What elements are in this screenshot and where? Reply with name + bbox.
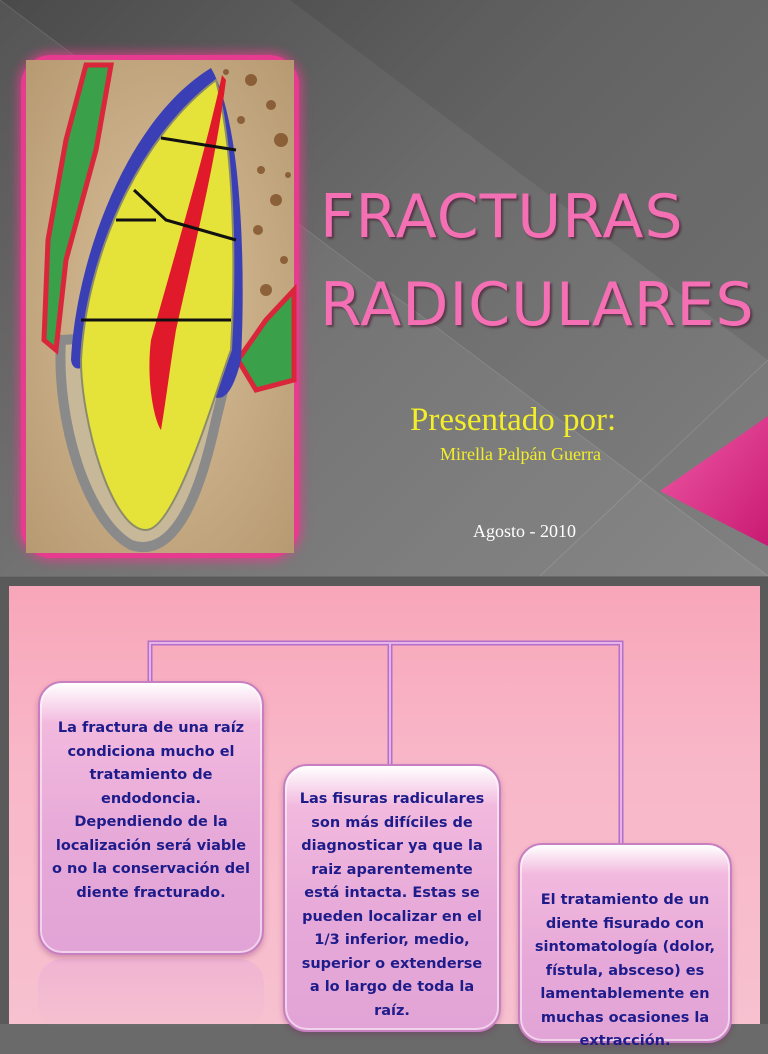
info-box-text: La fractura de una raíz condiciona mucho el tratamiento de endodoncia. Dependiendo de la localización será viable o no la conservación del diente fracturado. [52, 720, 250, 901]
presented-by-label: Presentado por: [410, 402, 617, 438]
info-box-text: El tratamiento de un diente fisurado con sintomatología (dolor, fístula, absceso) es lamentablemente en muchas ocasiones la extracción. [534, 892, 716, 1049]
tooth-fracture-image [26, 60, 294, 553]
tooth-illustration [26, 60, 294, 553]
content-slide-frame [0, 577, 768, 1049]
content-slide [9, 586, 760, 1049]
pink-arrow-decoration [660, 416, 768, 546]
box-reflection [38, 959, 264, 1029]
info-box-root-fissures [283, 764, 501, 1032]
info-box-cracked-tooth-treatment [518, 843, 732, 1049]
presentation-title-line-1: FRACTURAS [320, 182, 684, 252]
presentation-title-line-2: RADICULARES [320, 270, 755, 340]
info-box-text: Las fisuras radiculares son más difíciles de diagnosticar ya que la raiz aparentemente está intacta. Estas se pueden localizar en el 1/3 inferior, medio, superior o extenderse a lo largo de toda la raíz. [299, 791, 485, 1019]
presentation-date: Agosto - 2010 [473, 521, 576, 541]
tooth-photo-frame [21, 55, 299, 558]
info-box-fracture-treatment [38, 681, 264, 955]
presenter-name: Mirella Palpán Guerra [440, 444, 601, 464]
